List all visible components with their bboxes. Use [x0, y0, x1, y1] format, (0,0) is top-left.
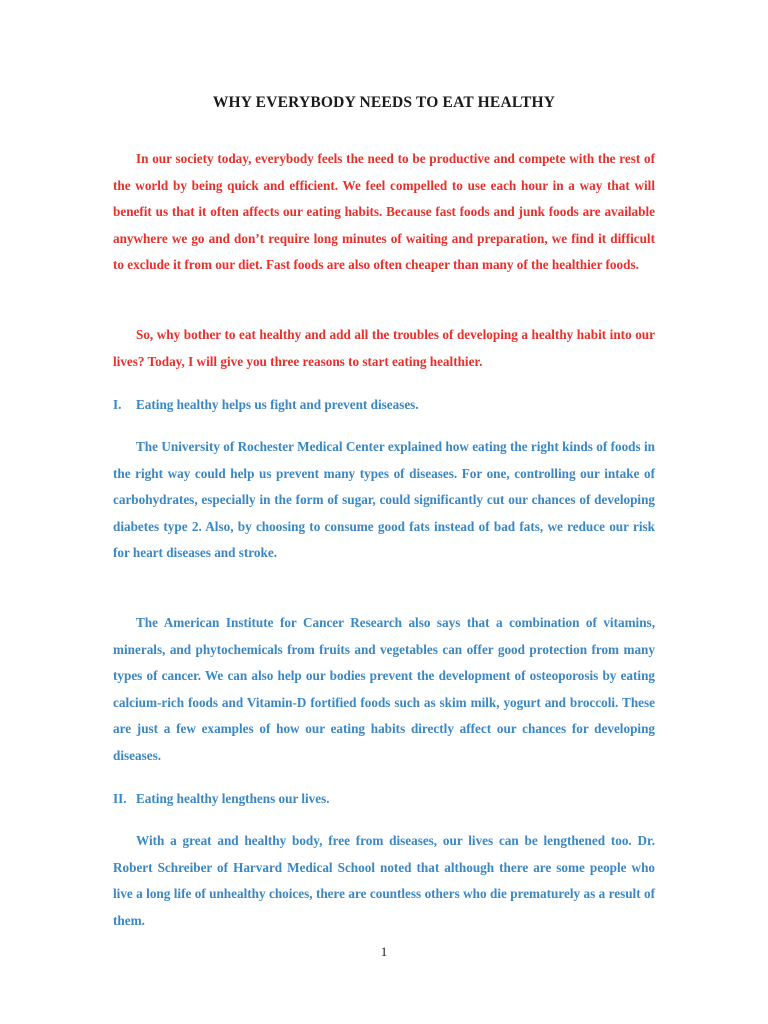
section-2-paragraph-1: With a great and healthy body, free from diseases, our lives can be lengthened too. Dr. Robert Schreiber of Harvard Medical School noted that although there are some people who live a long life of unhealthy choices, there are countless others who die prematurely as a result of them. [113, 833, 655, 928]
section-heading-text: Eating healthy helps us fight and prevent diseases. [136, 397, 419, 412]
page-number: 1 [380, 944, 388, 959]
section-1-paragraph-2: The American Institute for Cancer Research also says that a combination of vitamins, minerals, and phytochemicals from fruits and vegetables can offer good protection from many types of cancer. We can also help our bodies prevent the development of osteoporosis by eating calcium-rich foods and Vitamin-D fortified foods such as skim milk, yogurt and broccoli. These are just a few examples of how our eating habits directly affect our chances for developing diseases. [113, 615, 655, 763]
section-heading-text: Eating healthy lengthens our lives. [136, 791, 330, 806]
section-heading-1 [113, 392, 673, 418]
section-number: II. [113, 791, 127, 806]
section-1-paragraph-1: The University of Rochester Medical Center explained how eating the right kinds of foods in the right way could help us prevent many types of diseases. For one, controlling our intake of carbohydrates, especially in the form of sugar, could significantly cut our chances of developing diabetes type 2. Also, by choosing to consume good fats instead of bad fats, we reduce our risk for heart diseases and stroke. [113, 439, 655, 561]
section-heading-2 [113, 786, 673, 812]
section-number: I. [113, 397, 122, 412]
document-title: WHY EVERYBODY NEEDS TO EAT HEALTHY [212, 94, 556, 111]
intro-paragraph-1: In our society today, everybody feels the need to be productive and compete with the rest of the world by being quick and efficient. We feel compelled to use each hour in a way that will benefit us that it often affects our eating habits. Because fast foods and junk foods are available anywhere we go and don’t require long minutes of waiting and preparation, we find it difficult to exclude it from our diet. Fast foods are also often cheaper than many of the healthier foods. [113, 151, 655, 273]
intro-paragraph-2: So, why bother to eat healthy and add all the troubles of developing a healthy habit into our lives? Today, I will give you three reasons to start eating healthier. [113, 327, 655, 369]
